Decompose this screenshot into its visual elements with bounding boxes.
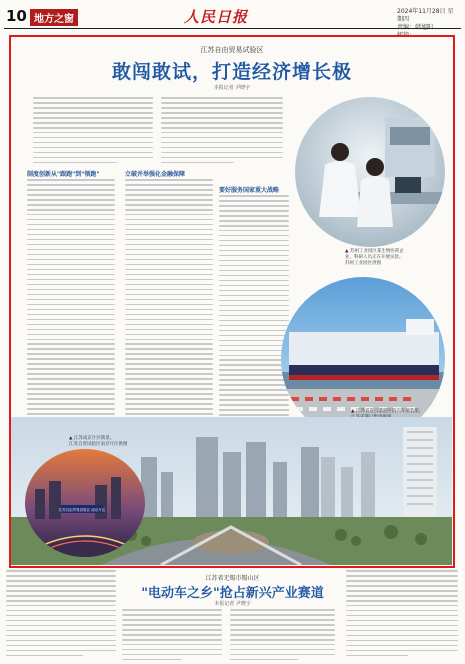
subhead-2: 立破并举强化金融保障 [125, 171, 186, 178]
city-caption-credit: 江苏自贸试验区南京片区供图 [69, 442, 128, 447]
bottom-right-column [346, 570, 458, 660]
bottom-middle-column-2 [230, 609, 335, 664]
newspaper-logo: 人民日报 [184, 8, 249, 26]
bottom-headline: "电动车之乡"抢占新兴产业赛道 [141, 586, 324, 601]
lab-caption-text: ▲ 苏州工业园区某生物医药企业，科研人员正在开展实验。 [345, 249, 404, 260]
body-column-right [219, 195, 289, 429]
city-caption [69, 436, 169, 448]
section-label: 地方之窗 [30, 9, 78, 26]
feature-kicker: 江苏自由贸易试验区 [200, 46, 264, 54]
page-number: 10 [6, 7, 27, 25]
ship-caption-text: ▲ 江苏省连云港港区的汽车滚装船。 [351, 409, 424, 414]
body-column-middle [125, 179, 213, 433]
lab-photo [295, 97, 445, 247]
intro-column-1 [33, 97, 153, 167]
lab-caption [345, 249, 411, 267]
sign-text: 江苏自由贸易试验区 南京片区 [58, 508, 106, 512]
lab-caption-credit: 苏州工业园区供图 [345, 261, 381, 266]
editor-line: 责编：韩旭阳 [397, 24, 434, 31]
subhead-3: 要好服务国家重大战略 [219, 187, 280, 194]
feature-frame [9, 35, 455, 568]
body-column-left [27, 179, 115, 433]
bottom-kicker: 江苏省无锡市锡山区 [205, 575, 260, 582]
feature-headline: 敢闯敢试，打造经济增长极 [111, 61, 352, 83]
intro-column-2 [161, 97, 283, 167]
city-caption-text: ▲ 江苏南京片区街景。 [69, 436, 115, 441]
feature-byline: 本报记者 尹晓宇 [213, 85, 251, 91]
bottom-byline: 本报记者 尹晓宇 [214, 601, 251, 607]
bottom-middle-column-1 [122, 609, 222, 664]
subhead-1: 制度创新从"跟跑"到"领跑" [27, 171, 100, 178]
night-photo [25, 449, 145, 557]
masthead [4, 6, 461, 29]
date-line: 2024年11月28日 星期四 [397, 8, 454, 23]
